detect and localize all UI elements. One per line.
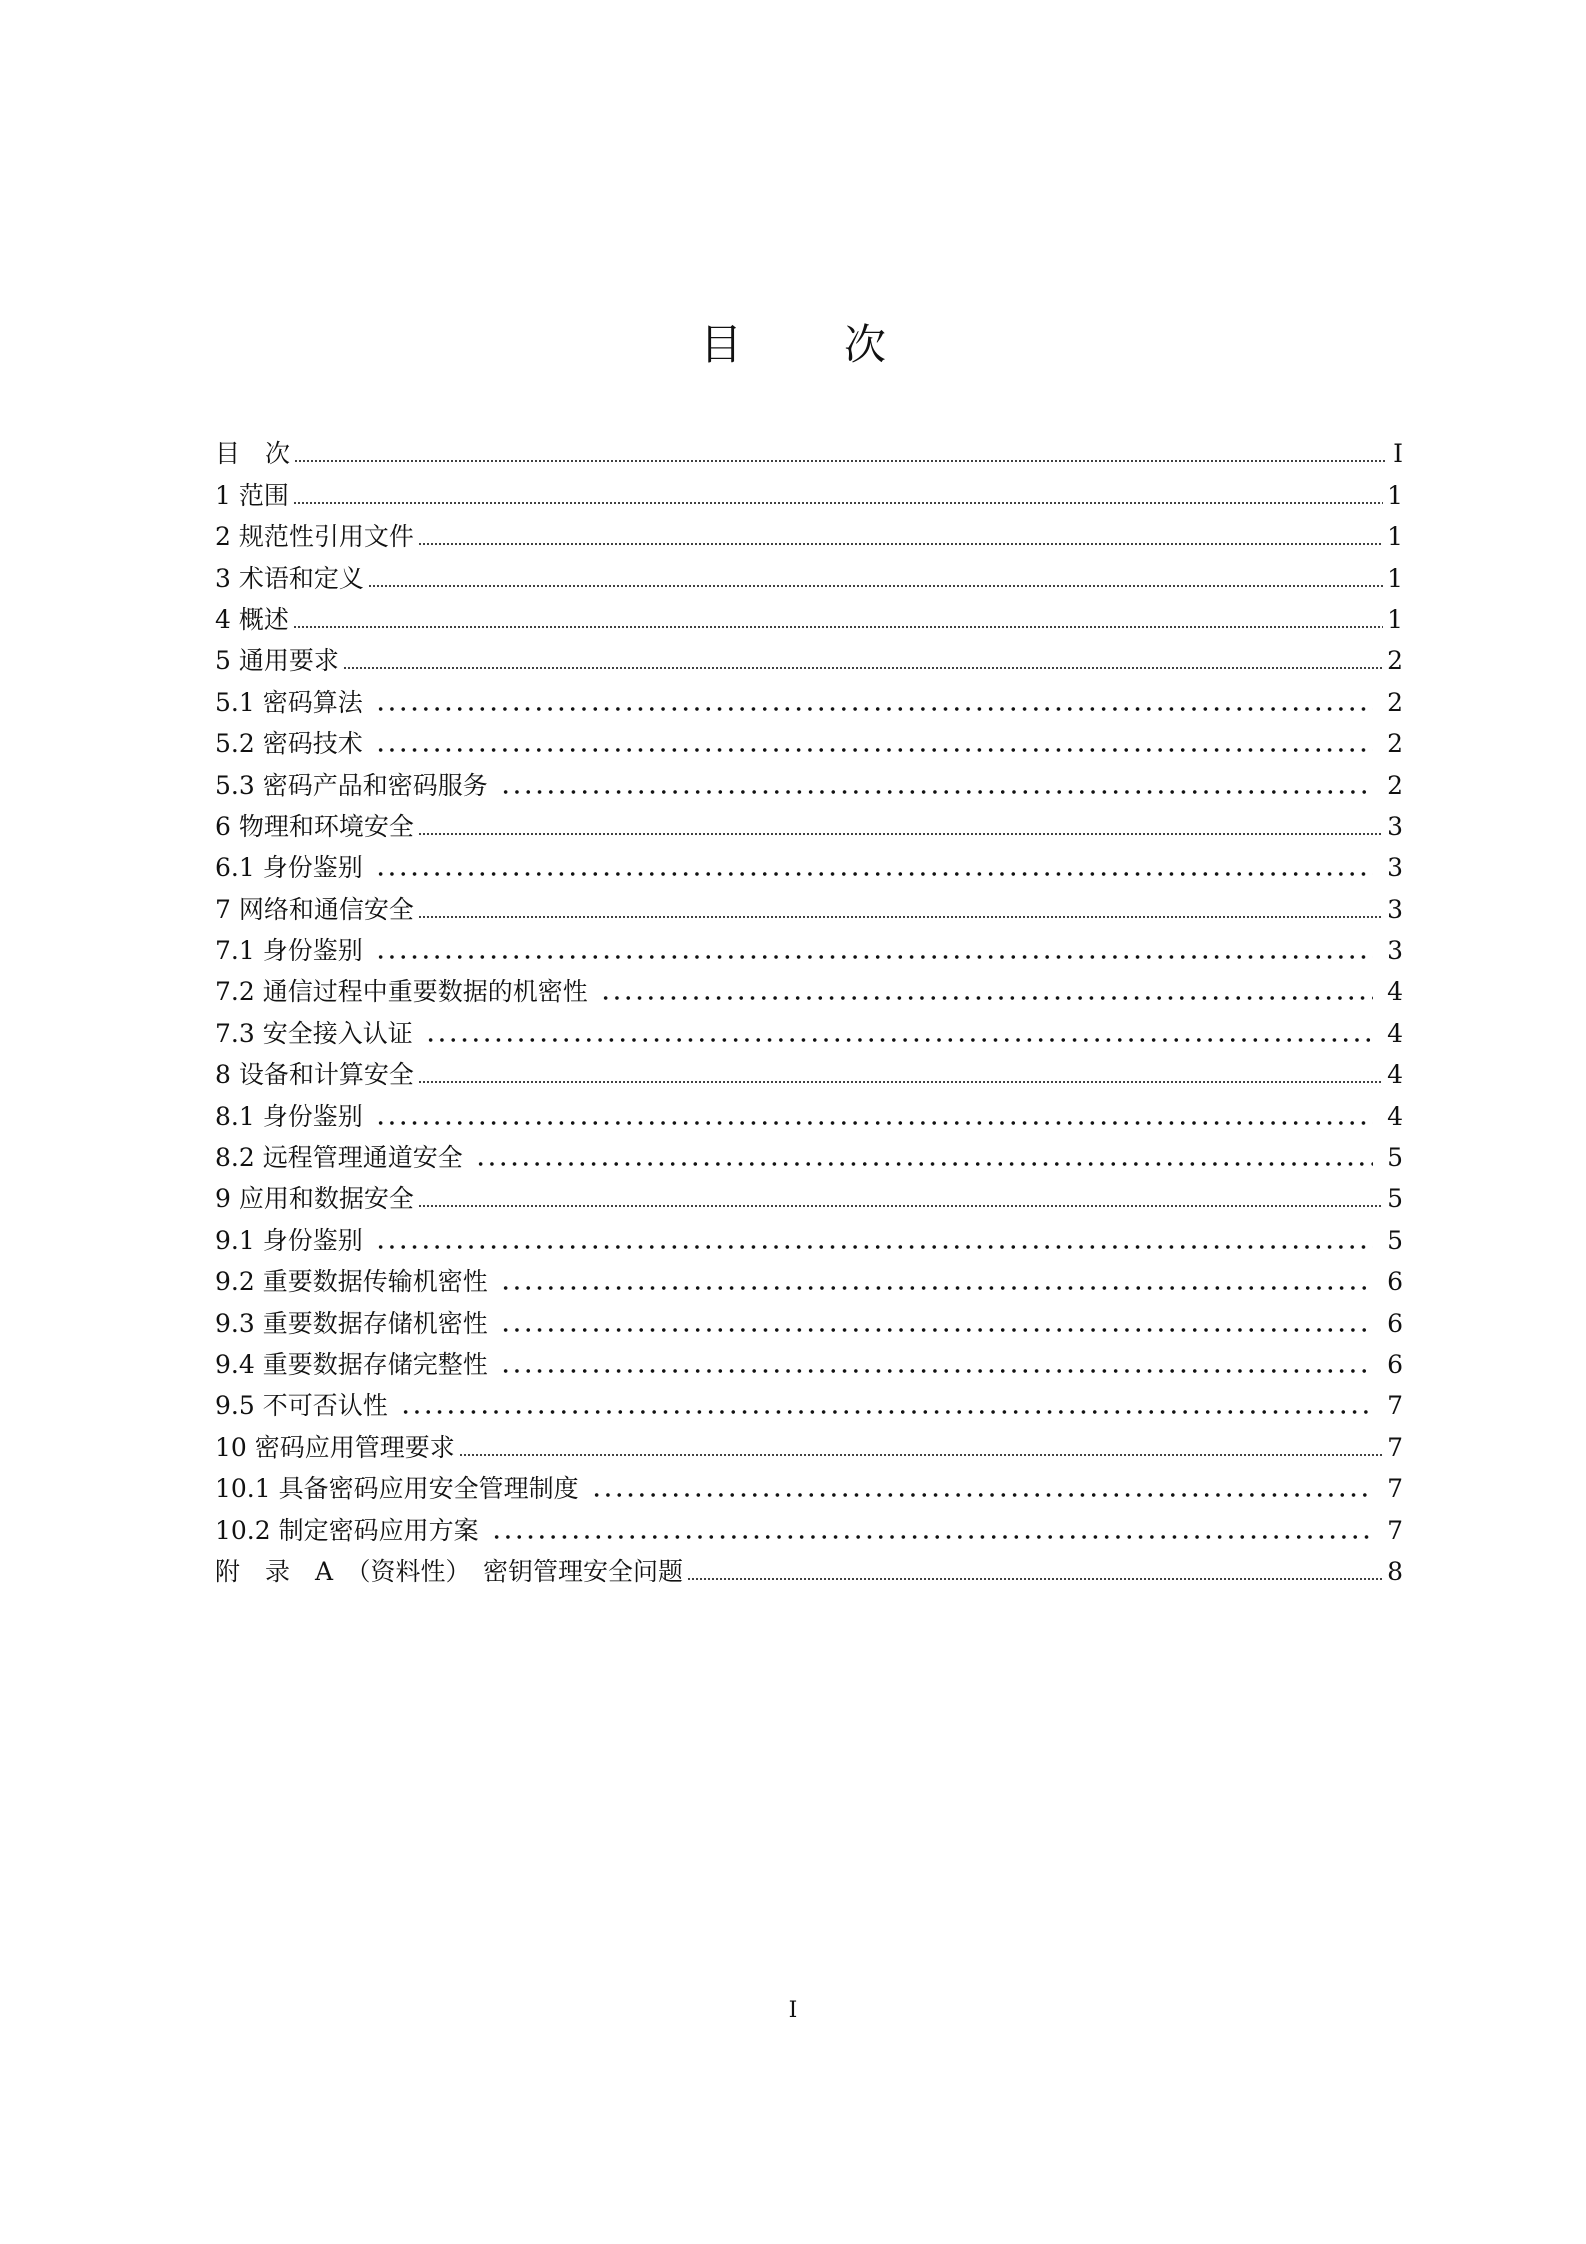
toc-entry-page: 4 bbox=[1387, 977, 1403, 1007]
toc-entry[interactable] bbox=[215, 1090, 1403, 1131]
toc-entry[interactable] bbox=[215, 1256, 1403, 1297]
toc-entry-page: 3 bbox=[1387, 811, 1403, 841]
toc-entry-page: 8 bbox=[1387, 1556, 1403, 1586]
toc-entry-label: 7.2 通信过程中重要数据的机密性 bbox=[215, 977, 588, 1007]
dot-leader bbox=[418, 1078, 1383, 1084]
toc-entry-label: 4 概述 bbox=[215, 604, 289, 634]
table-of-contents bbox=[215, 428, 1403, 1587]
toc-entry-page: I bbox=[1393, 439, 1403, 469]
dot-leader bbox=[293, 623, 1383, 629]
dot-leader bbox=[591, 1492, 1373, 1498]
toc-entry-label: 10.2 制定密码应用方案 bbox=[215, 1515, 479, 1545]
dot-leader bbox=[375, 871, 1373, 877]
toc-entry-page: 7 bbox=[1387, 1391, 1403, 1421]
toc-entry-label: 5.2 密码技术 bbox=[215, 729, 363, 759]
toc-entry-label: 1 范围 bbox=[215, 480, 289, 510]
toc-entry[interactable] bbox=[215, 676, 1403, 717]
toc-entry-page: 2 bbox=[1387, 770, 1403, 800]
toc-entry-label: 9.5 不可否认性 bbox=[215, 1391, 388, 1421]
toc-entry-label: 9 应用和数据安全 bbox=[215, 1184, 414, 1214]
toc-entry[interactable] bbox=[215, 594, 1403, 635]
toc-entry-page: 4 bbox=[1387, 1018, 1403, 1048]
toc-entry-label: 目 次 bbox=[215, 439, 291, 469]
page-title: 目 次 bbox=[699, 320, 916, 369]
toc-entry-label: 9.4 重要数据存储完整性 bbox=[215, 1349, 488, 1379]
toc-entry-page: 6 bbox=[1387, 1349, 1403, 1379]
toc-entry[interactable] bbox=[215, 1339, 1403, 1380]
toc-entry-label: 6.1 身份鉴别 bbox=[215, 853, 363, 883]
toc-entry-page: 2 bbox=[1387, 729, 1403, 759]
toc-entry-page: 5 bbox=[1387, 1184, 1403, 1214]
toc-entry-page: 7 bbox=[1387, 1474, 1403, 1504]
toc-entry-page: 6 bbox=[1387, 1267, 1403, 1297]
dot-leader bbox=[293, 499, 1383, 505]
toc-entry-page: 4 bbox=[1387, 1101, 1403, 1131]
toc-entry-page: 3 bbox=[1387, 894, 1403, 924]
dot-leader bbox=[400, 1409, 1373, 1415]
dot-leader bbox=[500, 789, 1373, 795]
toc-entry-label: 7 网络和通信安全 bbox=[215, 894, 414, 924]
toc-entry[interactable] bbox=[215, 1173, 1403, 1214]
toc-entry-page: 1 bbox=[1387, 604, 1403, 634]
toc-entry[interactable] bbox=[215, 883, 1403, 924]
dot-leader bbox=[459, 1451, 1383, 1457]
toc-entry[interactable] bbox=[215, 552, 1403, 593]
toc-entry[interactable] bbox=[215, 1463, 1403, 1504]
dot-leader bbox=[425, 1037, 1373, 1043]
toc-entry-label: 10 密码应用管理要求 bbox=[215, 1432, 455, 1462]
toc-entry[interactable] bbox=[215, 1546, 1403, 1587]
dot-leader bbox=[375, 1120, 1373, 1126]
dot-leader bbox=[500, 1285, 1373, 1291]
toc-entry[interactable] bbox=[215, 1049, 1403, 1090]
page-number: I bbox=[788, 1998, 798, 2023]
toc-entry-label: 附 录 A （资料性） 密钥管理安全问题 bbox=[215, 1556, 684, 1586]
toc-entry-label: 9.1 身份鉴别 bbox=[215, 1225, 363, 1255]
toc-entry-label: 6 物理和环境安全 bbox=[215, 811, 414, 841]
toc-entry-page: 7 bbox=[1387, 1515, 1403, 1545]
toc-entry[interactable] bbox=[215, 635, 1403, 676]
dot-leader bbox=[368, 582, 1383, 588]
toc-entry-page: 6 bbox=[1387, 1308, 1403, 1338]
toc-entry-label: 7.3 安全接入认证 bbox=[215, 1018, 413, 1048]
toc-entry[interactable] bbox=[215, 759, 1403, 800]
dot-leader bbox=[500, 1368, 1373, 1374]
toc-entry-page: 5 bbox=[1387, 1143, 1403, 1173]
toc-entry-page: 5 bbox=[1387, 1225, 1403, 1255]
dot-leader bbox=[343, 664, 1383, 670]
toc-entry-label: 2 规范性引用文件 bbox=[215, 522, 414, 552]
dot-leader bbox=[375, 747, 1373, 753]
toc-entry-label: 3 术语和定义 bbox=[215, 563, 364, 593]
dot-leader bbox=[600, 995, 1373, 1001]
toc-entry-label: 8.1 身份鉴别 bbox=[215, 1101, 363, 1131]
dot-leader bbox=[375, 954, 1373, 960]
toc-entry[interactable] bbox=[215, 925, 1403, 966]
toc-entry-label: 5.3 密码产品和密码服务 bbox=[215, 770, 488, 800]
toc-entry-label: 8 设备和计算安全 bbox=[215, 1060, 414, 1090]
dot-leader bbox=[375, 706, 1373, 712]
toc-entry[interactable] bbox=[215, 469, 1403, 510]
toc-entry[interactable] bbox=[215, 1421, 1403, 1462]
toc-entry-page: 1 bbox=[1387, 480, 1403, 510]
toc-entry-label: 9.2 重要数据传输机密性 bbox=[215, 1267, 488, 1297]
dot-leader bbox=[687, 1575, 1383, 1581]
toc-entry[interactable] bbox=[215, 1132, 1403, 1173]
toc-entry-label: 5.1 密码算法 bbox=[215, 687, 363, 717]
toc-entry-page: 3 bbox=[1387, 853, 1403, 883]
toc-entry-label: 5 通用要求 bbox=[215, 646, 339, 676]
toc-entry-label: 10.1 具备密码应用安全管理制度 bbox=[215, 1474, 579, 1504]
dot-leader bbox=[418, 1202, 1383, 1208]
toc-entry-page: 1 bbox=[1387, 522, 1403, 552]
dot-leader bbox=[418, 830, 1383, 836]
dot-leader bbox=[475, 1161, 1373, 1167]
toc-entry-page: 3 bbox=[1387, 936, 1403, 966]
toc-entry[interactable] bbox=[215, 966, 1403, 1007]
toc-entry[interactable] bbox=[215, 1297, 1403, 1338]
toc-entry[interactable] bbox=[215, 1380, 1403, 1421]
dot-leader bbox=[294, 457, 1385, 463]
toc-entry-label: 8.2 远程管理通道安全 bbox=[215, 1143, 463, 1173]
dot-leader bbox=[418, 540, 1383, 546]
toc-entry[interactable] bbox=[215, 1504, 1403, 1545]
toc-entry[interactable] bbox=[215, 801, 1403, 842]
toc-entry-label: 7.1 身份鉴别 bbox=[215, 936, 363, 966]
toc-entry[interactable] bbox=[215, 428, 1403, 469]
toc-entry[interactable] bbox=[215, 842, 1403, 883]
toc-entry-page: 1 bbox=[1387, 563, 1403, 593]
toc-entry[interactable] bbox=[215, 718, 1403, 759]
dot-leader bbox=[500, 1327, 1373, 1333]
toc-entry-page: 2 bbox=[1387, 687, 1403, 717]
dot-leader bbox=[375, 1244, 1373, 1250]
dot-leader bbox=[491, 1534, 1373, 1540]
toc-entry-label: 9.3 重要数据存储机密性 bbox=[215, 1308, 488, 1338]
toc-entry-page: 7 bbox=[1387, 1432, 1403, 1462]
toc-entry[interactable] bbox=[215, 1007, 1403, 1048]
toc-entry-page: 4 bbox=[1387, 1060, 1403, 1090]
toc-entry[interactable] bbox=[215, 511, 1403, 552]
toc-entry[interactable] bbox=[215, 1214, 1403, 1255]
dot-leader bbox=[418, 913, 1383, 919]
toc-entry-page: 2 bbox=[1387, 646, 1403, 676]
